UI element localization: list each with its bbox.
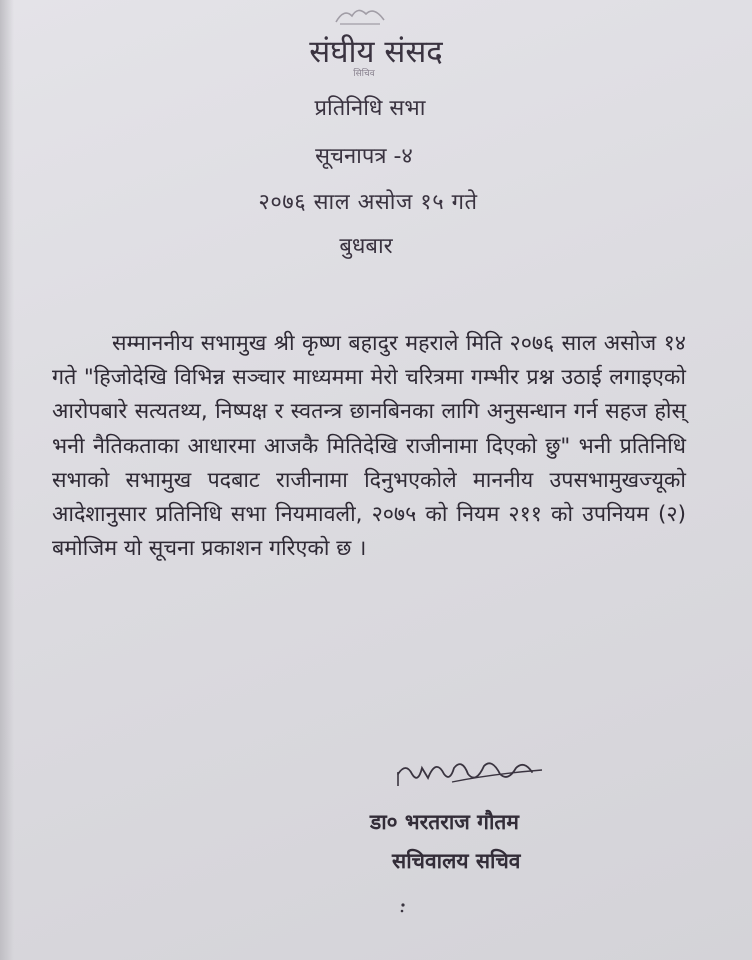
organization-title: संघीय संसद: [309, 34, 443, 70]
organization-subtitle: सिचिव: [353, 69, 375, 79]
notice-body-paragraph: सम्माननीय सभामुख श्री कृष्ण बहादुर महराले मिति २०७६ साल असोज १४ गते "हिजोदेखि विभिन्न सञ्चार माध्यममा मेरो चरित्रमा गम्भीर प्रश्न उठाई लगाइएको आरोपबारे सत्यतथ्य, निष्पक्ष र स्वतन्त्र छानबिनका लागि अनुसन्धान गर्न सहज होस् भनी नैतिकताका आधारमा आजकै मितिदेखि राजीनामा दिएको छु" भनी प्रतिनिधि सभाको सभामुख पदबाट राजीनामा दिनुभएकोले माननीय उपसभामुखज्यूको आदेशानुसार प्रतिनिधि सभा नियमावली, २०७५ को नियम २११ को उपनियम (२) बमोजिम यो सूचना प्रकाशन गरिएको छ ।: [52, 331, 686, 562]
signer-name: डा० भरतराज गौतम: [370, 810, 519, 834]
notice-date: २०७६ साल असोज १५ गते: [258, 190, 478, 215]
notice-day: बुधबार: [339, 234, 393, 259]
house-title: प्रतिनिधि सभा: [314, 96, 426, 121]
notice-number: सूचनापत्र -४: [315, 144, 413, 169]
signer-title: सचिवालय सचिव: [392, 849, 521, 873]
paper-mark-icon: [400, 902, 406, 914]
handwritten-signature-icon: [392, 744, 552, 794]
emblem-icon: [330, 2, 390, 26]
